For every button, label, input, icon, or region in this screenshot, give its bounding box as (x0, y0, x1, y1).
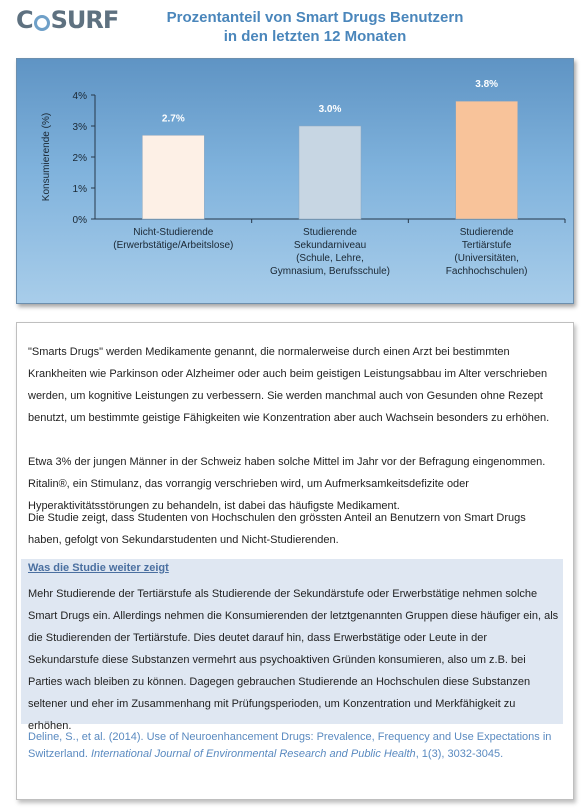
paragraph-intro: "Smarts Drugs" werden Medikamente genannt, die normalerweise durch einen Arzt bei bestimmten Krankheiten wie Parkinson oder Alzheimer oder auch beim geistigen Leistungsabbau im Alter verschrieben werden, um kognitive Leistungen zu verbessern. Sie werden manchmal auch von Gesunden ohne Rezept benutzt, um bestimmte geistige Fähigkeiten wie Konzentration aber auch Wachsein besonders zu erhöhen. (28, 346, 550, 424)
data-label: 3.8% (475, 79, 499, 91)
category-label: Studierende (459, 227, 514, 238)
csurf-logo (16, 6, 118, 34)
category-label: Gymnasium, Berufsschule) (269, 266, 391, 277)
bar (299, 126, 361, 219)
further-findings-box (21, 559, 563, 732)
y-tick-label: 0% (72, 215, 87, 226)
category-label: (Schule, Lehre, (296, 253, 364, 264)
citation-journal: International Journal of Environmental Research and Public Health (90, 748, 416, 760)
logo-ring-icon (34, 15, 50, 31)
category-label: Fachhochschulen) (445, 266, 528, 277)
category-label: Nicht-Studierende (133, 227, 214, 238)
citation-volume: , 1(3), 3032-3045. (415, 748, 504, 760)
y-tick-label: 3% (72, 122, 87, 133)
citation-authors: Deline, S., et al. (2014). Use of Neuroenhancement Drugs: Prevalence, Frequency and Use Expectations in Switzerland. (28, 731, 552, 760)
section-body: Mehr Studierende der Tertiärstufe als Studierende der Sekundärstufe oder Erwerbstätige nehmen solche Smart Drugs ein. Allerdings nehmen die Konsumierenden der letztgenannten Gruppen diese häufiger ein, als die Studierenden der Tertiärstufe. Dies deutet darauf hin, dass Erwerbstätige oder Leute in der Sekundarstufe diese Substanzen vermehrt aus psychoaktiven Gründen konsumieren, also um z.B. bei Parties wach bleiben zu können. Dagegen gebrauchen Studierende an Hochschulen diese Substanzen seltener und eher im Zusammenhang mit Prüfungsperioden, um Konzentration und Merkfähigkeit zu erhöhen. (28, 588, 559, 732)
chart-panel (16, 58, 574, 304)
logo-text-a: C (16, 6, 33, 34)
section-heading: Was die Studie weiter zeigt (28, 562, 169, 574)
text-panel (16, 322, 574, 800)
category-label: (Erwerbstätige/Arbeitslose) (113, 240, 234, 251)
bar (142, 135, 204, 219)
y-tick-label: 2% (72, 153, 87, 164)
category-label: Tertiärstufe (461, 240, 512, 251)
category-label: (Universitäten, (454, 253, 519, 264)
citation (28, 729, 558, 763)
data-label: 3.0% (318, 104, 342, 115)
category-label: Studierende (303, 227, 357, 238)
bar (456, 101, 518, 219)
y-axis-label: Konsumierende (%) (41, 112, 52, 202)
title-line-2: in den letzten 12 Monaten (223, 28, 407, 45)
paragraph-findings: Die Studie zeigt, dass Studenten von Hochschulen den grössten Anteil an Benutzern von Smart Drugs haben, gefolgt von Sekundarstudenten und Nicht-Studierenden. (28, 512, 526, 546)
logo-text-b: SURF (50, 6, 119, 34)
page-title (150, 8, 480, 46)
bar-chart (17, 59, 573, 303)
y-tick-label: 4% (72, 91, 87, 102)
y-tick-label: 1% (72, 184, 87, 195)
data-label: 2.7% (161, 113, 185, 125)
title-line-1: Prozentanteil von Smart Drugs Benutzern (166, 9, 464, 26)
category-label: Sekundarniveau (293, 240, 367, 251)
paragraph-prevalence: Etwa 3% der jungen Männer in der Schweiz haben solche Mittel im Jahr vor der Befragung eingenommen. Ritalin®, ein Stimulanz, das vorrangig verschrieben wird, um Aufmerksamkeitsdefizite oder Hyperaktivitätsstörungen zu behandeln, ist dabei das häufigste Medikament. (28, 456, 546, 512)
